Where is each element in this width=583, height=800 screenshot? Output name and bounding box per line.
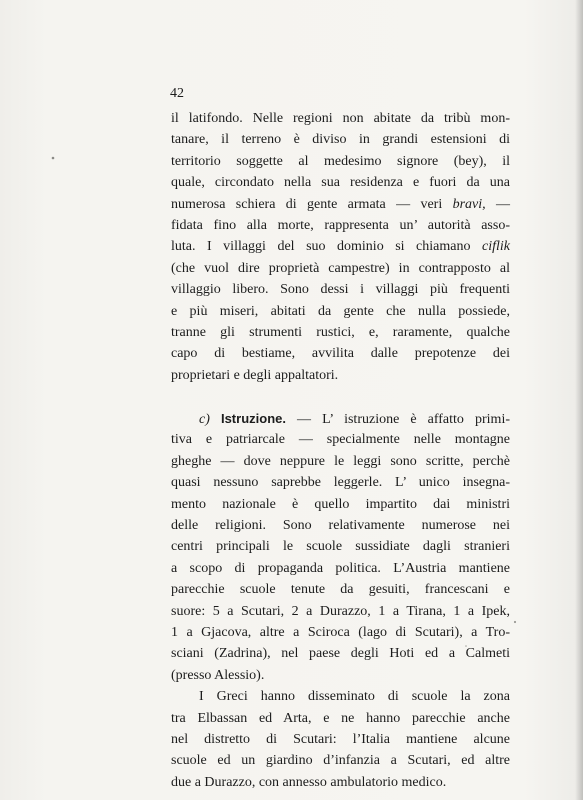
- italic-term-bravi: bravi,: [452, 196, 486, 212]
- text-line: a scopo di propaganda politica. L’Austria mantiene: [171, 560, 510, 576]
- text-segment: —: [485, 196, 511, 212]
- text-line: delle religioni. Sono relativamente numerose nei: [171, 518, 510, 534]
- body-text: [171, 108, 510, 793]
- text-line: villaggio libero. Sono dessi i villaggi più frequenti: [171, 282, 510, 298]
- page-number: 42: [170, 86, 184, 101]
- text-line: I Greci hanno disseminato di scuole la zona: [199, 689, 510, 705]
- section-heading: Istruzione.: [220, 411, 286, 427]
- text-line: (che vuol dire proprietà campestre) in contrapposto al: [171, 260, 510, 276]
- text-line: fidata fino alla morte, rappresenta un’ autorità asso-: [171, 217, 510, 233]
- text-line: capo di bestiame, avvilita dalle prepotenze dei: [171, 346, 510, 362]
- text-line: quasi nessuno saprebbe leggerle. L’ unico insegna-: [171, 475, 510, 491]
- text-line: tanare, il terreno è diviso in grandi estensioni di: [171, 132, 510, 148]
- text-line: parecchie scuole tenute da gesuiti, francescani e: [171, 582, 510, 598]
- text-line: 1 a Gjacova, altre a Sciroca (lago di Scutari), a Tro-: [171, 624, 510, 640]
- text-line: tiva e patriarcale — specialmente nelle montagne: [171, 432, 510, 448]
- text-segment: luta. I villaggi del suo dominio si chiamano: [171, 239, 482, 255]
- section-heading-line: [171, 408, 510, 429]
- text-line: proprietari e degli appaltatori.: [171, 367, 339, 383]
- text-line: quale, circondato nella sua residenza e fuori da una: [171, 175, 510, 191]
- text-line: centri principali le scuole sussidiate dagli stranieri: [171, 539, 510, 555]
- text-line: scuole ed un giardino d’infanzia a Scutari, ed altre: [171, 753, 510, 769]
- text-line: e più miseri, abitati da gente che nulla possiede,: [171, 303, 510, 319]
- text-segment: numerosa schiera di gente armata — veri: [171, 196, 453, 212]
- text-line: due a Durazzo, con annesso ambulatorio medico.: [171, 774, 447, 790]
- text-line: tranne gli strumenti rustici, e, raramente, qualche: [171, 324, 510, 340]
- text-line: gheghe — dove neppure le leggi sono scritte, perchè: [171, 453, 510, 469]
- text-line: [171, 236, 510, 257]
- section-marker: c): [199, 412, 210, 428]
- text-line: mento nazionale è quello impartito dai ministri: [171, 496, 510, 512]
- text-line: (presso Alessio).: [171, 667, 265, 683]
- text-line: [171, 194, 510, 215]
- text-line: sciani (Zadrina), nel paese degli Hoti ed a Calmeti: [171, 646, 510, 662]
- text-line: nel distretto di Scutari: l’Italia mantiene alcune: [171, 731, 510, 747]
- italic-term-ciflik: ciflik: [482, 239, 510, 255]
- text-line: territorio soggette al medesimo signore (bey), il: [171, 153, 510, 169]
- text-line: tra Elbassan ed Arta, e ne hanno parecchie anche: [171, 710, 510, 726]
- text-line: il latifondo. Nelle regioni non abitate da tribù mon-: [171, 111, 510, 126]
- text-segment: — L’ istruzione è affatto primi-: [285, 412, 510, 428]
- text-line: suore: 5 a Scutari, 2 a Durazzo, 1 a Tirana, 1 a Ipek,: [171, 603, 510, 619]
- paragraph-gap: [171, 386, 510, 408]
